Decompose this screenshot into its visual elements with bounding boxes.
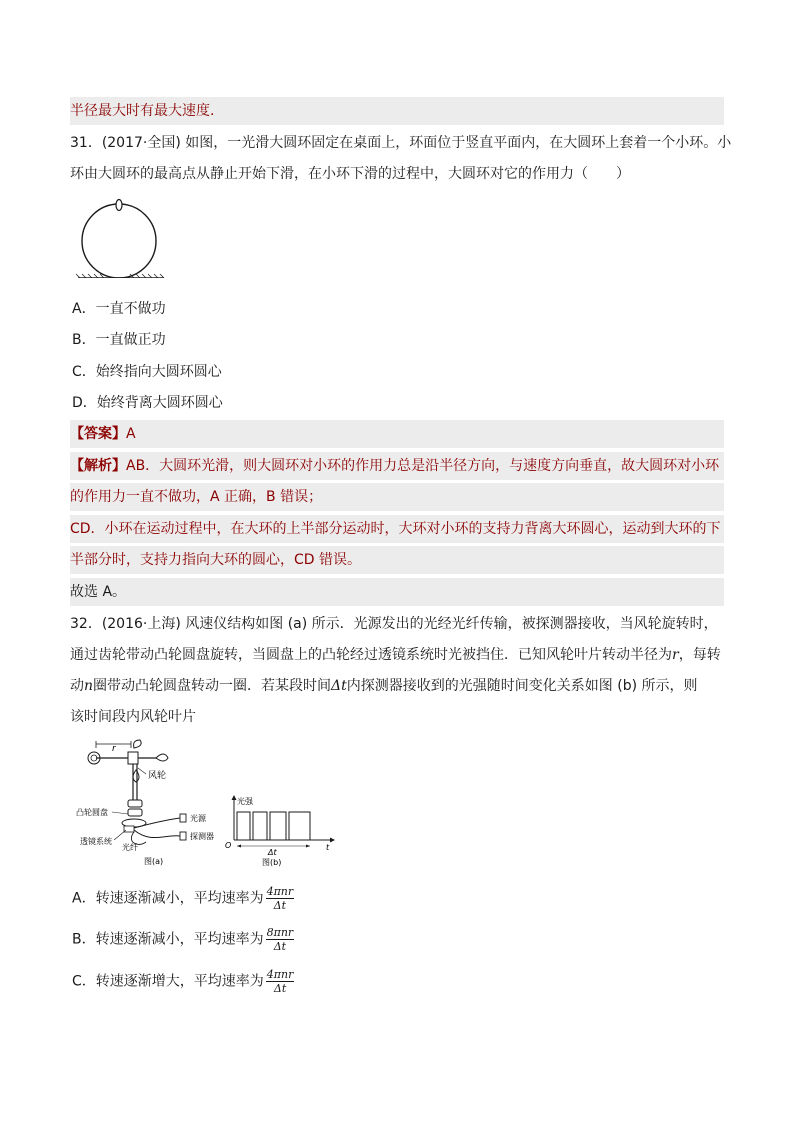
q31-analysis-line-1	[70, 452, 724, 480]
var-n: n	[84, 678, 94, 694]
q32-option-a[interactable]	[72, 885, 294, 912]
fraction-c-numerator: 4πnr	[266, 968, 294, 981]
label-fiber: 光纤	[122, 843, 138, 852]
q32-option-a-text: A．转速逐渐减小，平均速率为	[72, 890, 264, 907]
pulse-train	[237, 812, 310, 840]
small-ring	[116, 200, 122, 211]
q31-analysis-line-4: 半部分时，支持力指向大环的圆心，CD 错误。	[70, 546, 724, 574]
label-intensity: 光强	[237, 797, 253, 806]
q31-option-a[interactable]: A．一直不做功	[72, 301, 166, 317]
label-wind-wheel: 风轮	[148, 771, 167, 781]
var-delta-t: Δt	[331, 678, 347, 694]
q32-stem-line-1: 32．(2016·上海) 风速仪结构如图 (a) 所示．光源发出的光经光纤传输，被探测器接收，当风轮旋转时，	[70, 616, 718, 632]
q31-analysis-line-2: 的作用力一直不做功，A 正确，B 错误；	[70, 483, 724, 511]
q32-stem-line-2	[70, 641, 724, 669]
figure-a-caption: 图(a)	[144, 857, 164, 866]
wind-cup-right	[156, 754, 168, 761]
q32-option-b-text: B．转速逐渐减小，平均速率为	[72, 931, 264, 948]
fraction-b	[266, 926, 295, 953]
lens-block	[124, 826, 134, 832]
q32-option-c[interactable]	[72, 968, 294, 995]
label-cam-disc: 凸轮圆盘	[76, 808, 108, 817]
label-lens-system: 透镜系统	[80, 837, 112, 846]
wind-cup-bottom	[133, 770, 139, 782]
analysis-tag: 【解析】	[70, 458, 126, 474]
answer-tag: 【答案】	[70, 426, 126, 442]
q32-stem-line-2-end: ，每转	[678, 647, 721, 663]
label-light-source: 光源	[190, 814, 206, 823]
q31-stem-line-2: 环由大圆环的最高点从静止开始下滑，在小环下滑的过程中，大圆环对它的作用力（ ）	[70, 166, 630, 182]
q32-stem-line-4: 该时间段内风轮叶片	[70, 709, 196, 725]
fraction-a-numerator: 4πnr	[266, 885, 294, 898]
fraction-a	[266, 885, 295, 912]
gear-lower	[128, 809, 142, 816]
detector-box	[180, 832, 186, 840]
q32-stem-line-3-mid: 圈带动凸轮圆盘转动一圈．若某段时间	[93, 678, 332, 694]
q31-figure	[72, 198, 168, 278]
q31-option-b[interactable]: B．一直做正功	[72, 332, 166, 348]
q32-stem-line-3-pre: 动	[70, 678, 84, 694]
fraction-c-denominator: Δt	[273, 982, 287, 995]
q31-conclusion: 故选 A。	[70, 578, 724, 606]
answer-value: A	[126, 426, 136, 442]
q32-stem-line-3	[70, 672, 724, 700]
q32-stem-line-3-post: 内探测器接收到的光强随时间变化关系如图 (b) 所示，则	[346, 678, 698, 694]
lead-in-line	[70, 97, 724, 125]
q31-analysis-line-3: CD．小环在运动过程中，在大环的上半部分运动时，大环对小环的支持力背离大环圆心，运动到大环的下	[70, 515, 724, 543]
fraction-b-numerator: 8πnr	[266, 926, 294, 939]
q32-option-b[interactable]	[72, 926, 294, 953]
figure-b	[222, 794, 336, 870]
label-detector: 探测器	[190, 832, 214, 841]
label-t: t	[326, 843, 330, 852]
fraction-b-denominator: Δt	[273, 940, 287, 953]
label-r: r	[112, 744, 116, 754]
fiber-lower	[134, 830, 180, 838]
label-origin: O	[225, 841, 232, 850]
label-delta-t: Δt	[268, 848, 277, 857]
fraction-a-denominator: Δt	[273, 899, 287, 912]
q32-stem-line-2-text: 通过齿轮带动凸轮圆盘旋转，当圆盘上的凸轮经过透镜系统时光被挡住．已知风轮叶片转动半径为	[70, 647, 672, 663]
var-r: r	[672, 647, 679, 663]
light-source-box	[180, 814, 186, 822]
hub	[128, 752, 138, 764]
q31-stem-line-1: 31．(2017·全国) 如图，一光滑大圆环固定在桌面上，环面位于竖直平面内，在大圆环上套着一个小环。小	[70, 135, 732, 151]
gear-upper	[128, 800, 142, 807]
wind-cup-top	[134, 740, 142, 748]
analysis-text-1: AB．大圆环光滑，则大圆环对小环的作用力总是沿半径方向，与速度方向垂直，故大圆环对小环	[126, 458, 720, 474]
q31-option-c[interactable]: C．始终指向大圆环圆心	[72, 364, 222, 380]
figure-a	[76, 738, 226, 868]
fraction-c	[266, 968, 295, 995]
q31-answer-line	[70, 420, 724, 448]
big-ring	[82, 204, 156, 278]
q32-option-c-text: C．转速逐渐增大，平均速率为	[72, 973, 264, 990]
figure-b-caption: 图(b)	[262, 858, 282, 867]
lead-in-text: 半径最大时有最大速度.	[70, 103, 215, 119]
q31-option-d[interactable]: D．始终背离大圆环圆心	[72, 395, 223, 411]
